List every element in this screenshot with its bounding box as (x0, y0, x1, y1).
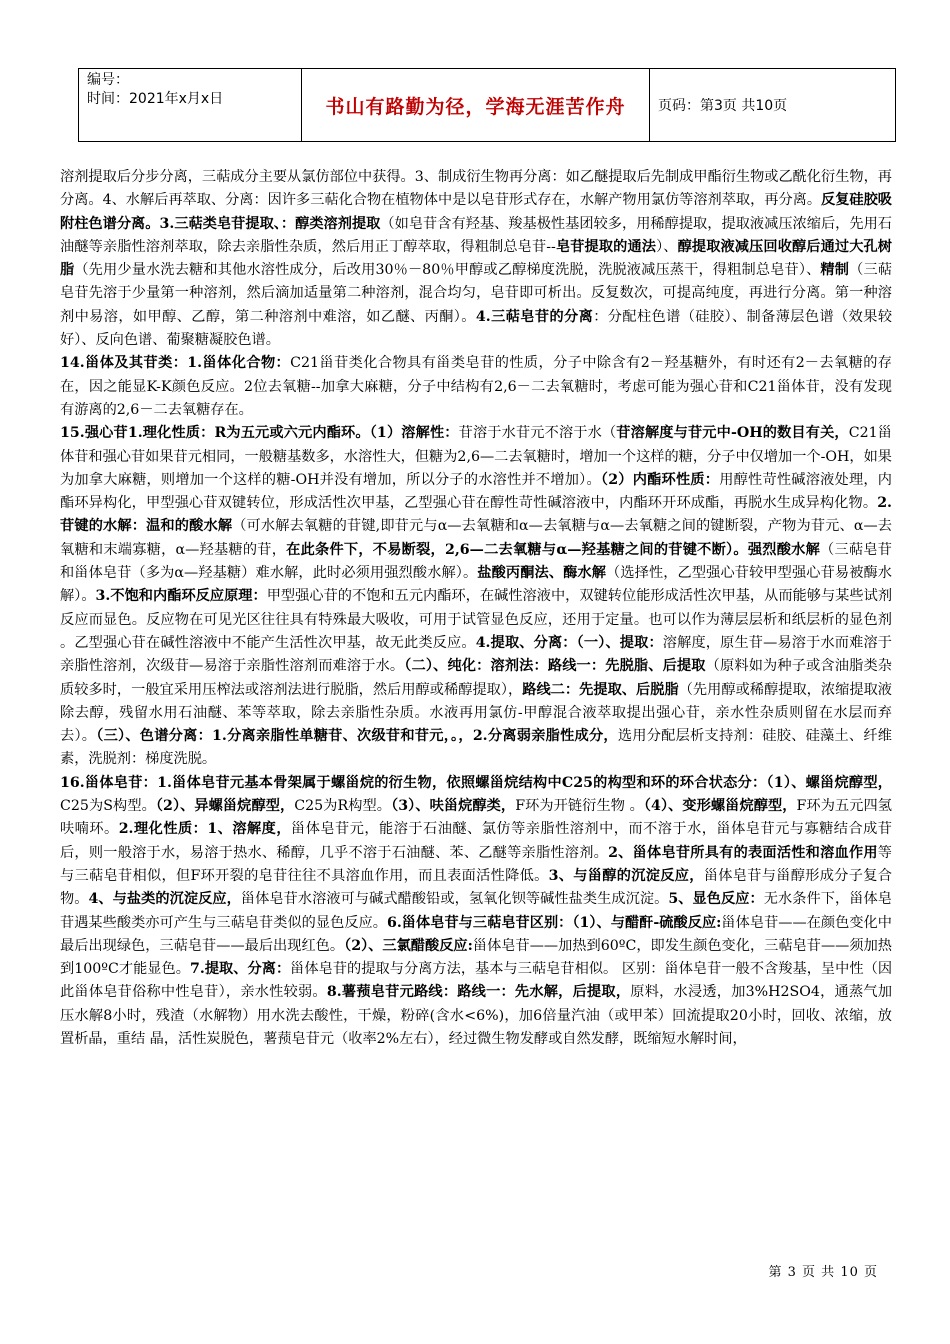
bold-text-run: 盐酸丙酮法、酶水解 (477, 565, 607, 582)
bold-text-run: （3）、呋甾烷醇类， (391, 798, 516, 815)
bold-text-run: （4）、变形螺甾烷醇型， (643, 798, 797, 815)
text-run: （如皂苷含有羟基、羧基极性基团较多，用稀醇提取，提取液减压浓缩后，先用石油醚等亲脂性溶剂萃取，除去亲脂性杂质，然后用正丁醇萃取，得粗制总皂苷-- (60, 215, 892, 255)
text-run: （选择性，乙型强心苷较甲型强心苷易被酶水解）。 (60, 565, 892, 605)
bold-text-run: 4.三萜皂苷的分离 (475, 308, 594, 325)
text-run: 甲型强心苷的不饱和五元内酯环，在碱性溶液中，双键转位能形成活性次甲基，从而能够与某些试剂反应而显色。反应物在可见光区往往具有特殊最大吸收，可用于试管显色反应，还用于定量。也可以作为薄层层析和纸层析的显色剂 。乙型强心苷在碱性溶液中不能产生活性次甲基，故无此类反应。 (60, 588, 893, 651)
bold-text-run: 3.不饱和内酯环反应原理： (95, 588, 267, 605)
bold-text-run: 6.甾体皂苷与三萜皂苷区别：（1）、与醋酐-硫酸反应: (386, 914, 722, 931)
text-run: （原料如为种子或含油脂类杂质较多时，一般宜采用压榨法或溶剂法进行脱脂，然后用醇或稀醇提取）， (60, 658, 892, 698)
bold-text-run: 7.提取、分离： (189, 961, 291, 978)
text-run: 苷溶于水苷元不溶于水（ (458, 425, 617, 442)
bold-text-run: 15.强心苷1.理化性质：R为五元或六元内酯环。（1）溶解性： (60, 425, 459, 442)
bold-text-run: 2、甾体皂苷所具有的表面活性和溶血作用 (608, 844, 878, 861)
bold-text-run: 4.提取、分离：（一）、提取： (475, 634, 663, 651)
page-footer: 第 3 页 共 10 页 (768, 1265, 878, 1280)
header-page-info: 页码：第3页 共10页 (658, 98, 788, 114)
bold-text-run: 5、显色反应： (668, 891, 764, 908)
bold-text-run: 4、与盐类的沉淀反应， (88, 891, 241, 908)
bold-text-run: 苷溶解度与苷元中-OH的数目有关， (616, 425, 849, 442)
bold-text-run: 8.薯蓣皂苷元路线：路线一：先水解，后提取， (326, 984, 631, 1001)
text-run: 选用分配层析支持剂：硅胶、硅藻土、纤维素，洗脱剂：梯度洗脱。 (60, 728, 892, 768)
text-run: （先用少量水洗去糖和其他水溶性成分，后改用30％－80％甲醇或乙醇梯度洗脱，洗脱液减压蒸干，得粗制总皂苷）、 (74, 262, 821, 279)
bold-text-run: （2）内酯环性质： (600, 471, 720, 488)
bold-text-run: 14.甾体及其苷类：1.甾体化合物： (60, 355, 291, 372)
bold-text-run: 皂苷提取的通法 (555, 238, 657, 255)
bold-text-run: 2.理化性质：1、溶解度， (118, 821, 292, 838)
text-run: ）、 (656, 238, 678, 255)
bold-text-run: 反复硅胶吸附柱色谱分离。3.三萜类皂苷提取、：醇类溶剂提取 (60, 192, 892, 232)
text-run: C25为R构型。 (294, 798, 392, 815)
text-run: 甾体皂苷水溶液可与碱式醋酸铅或，氢氧化钡等碱性盐类生成沉淀。 (240, 891, 669, 908)
text-run: C21甾体苷和强心苷如果苷元相同，一般糖基数多，水溶性大，但糖为2,6—二去氧糖时，增加一个这样的糖，分子中仅增加一个-OH，如果为加拿大麻糖，则增加一个这样的糖-OH并没有增加，所以分子的水溶性并不增加）。 (60, 425, 892, 488)
text-run: 甾体皂苷——加热到60ºC，即发生颜色变化，三萜皂苷——须加热到100ºC才能显色。 (60, 937, 892, 978)
text-run: 甾体皂苷——在颜色变化中最后出现绿色，三萜皂苷——最后出现红色。 (60, 914, 892, 954)
text-run: （可水解去氧糖的苷键,即苷元与α—去氧糖和α—去氧糖与α—去氧糖之间的键断裂，产物为苷元、α—去氧糖和末端寡糖，α—羟基糖的苷， (60, 518, 892, 558)
text-run: C25为S构型。 (60, 798, 156, 815)
text-run: F环为五元四氢呋喃环。 (60, 798, 892, 838)
doc-number: 编号： (87, 72, 129, 88)
text-run: 原料，水浸透，加3%H2SO4，通蒸气加压水解8小时，残渣（水解物）用水洗去酸性，干燥，粉碎(含水<6%)，加6倍量汽油（或甲苯）回流提取20小时，回收、浓缩，放置析晶，重结 晶，活性炭脱色，薯蓣皂苷元（收率2%左右），经过微生物发酵或自然发酵，既缩短水解时间， (60, 984, 893, 1047)
bold-text-run: 在此条件下，不易断裂，2,6—二去氧糖与α—羟基糖之间的苷键不断）。强烈酸水解 (286, 541, 821, 558)
text-run: F环为开链衍生物 。 (515, 798, 644, 815)
header-meta (79, 69, 302, 141)
text-run: 用醇性苛性碱溶液处理，内酯环异构化，甲型强心苷双键转位，形成活性次甲基，乙型强心苷在醇性苛性碱溶液中，内酯环开环成酯，再脱水生成异构化物。 (60, 471, 892, 512)
bold-text-run: （三）、色谱分离：1.分离亲脂性单糖苷、次级苷和苷元，。，2.分离弱亲脂性成分， (96, 728, 618, 745)
text-run: 甾体皂苷的提取与分离方法，基本与三萜皂苷相似。 区别：甾体皂苷一般不含羧基，呈中性（因此甾体皂苷俗称中性皂苷），亲水性较弱。 (60, 961, 893, 1001)
text-run: 甾体皂苷与甾醇形成分子复合物。 (60, 867, 892, 908)
bold-text-run: 精制 (820, 262, 850, 279)
bold-text-run: 3、与甾醇的沉淀反应， (548, 867, 704, 884)
text-run: （三萜皂苷和甾体皂苷（多为α—羟基糖）难水解，此时必须用强烈酸水解）。 (60, 541, 892, 582)
text-run: C21甾苷类化合物具有甾类皂苷的性质，分子中除含有2－羟基糖外，有时还有2－去氧糖的存在，因之能显K-K颜色反应。2位去氧糖--加拿大麻糖，分子中结构有2,6－二去氧糖时，考虑可能为强心苷和C21甾体苷，没有发现有游离的2,6－二去氧糖存在。 (60, 355, 892, 418)
bold-text-run: （2）、三氯醋酸反应: (344, 937, 473, 954)
text-run: 甾体皂苷元，能溶于石油醚、氯仿等亲脂性溶剂中，而不溶于水，甾体皂苷元与寡糖结合成苷后，则一般溶于水，易溶于热水、稀醇，几乎不溶于石油醚、苯、乙醚等亲脂性溶剂。 (60, 821, 892, 861)
text-run: 等与三萜皂苷相似，但F环开裂的皂苷往往不具溶血作用，而且表面活性降低。 (60, 844, 892, 884)
paragraph (60, 772, 892, 1052)
paragraph (60, 422, 892, 771)
text-run: 溶剂提取后分步分离，三萜成分主要从氯仿部位中获得。3、制成衍生物再分离：如乙醚提取后先制成甲酯衍生物或乙酰化衍生物，再分离。4、水解后再萃取、分离：因许多三萜化合物在植物体中是以皂苷形式存在，水解产物用氯仿等溶剂萃取，再分离。 (60, 169, 892, 209)
bold-text-run: 路线二：先提取、后脱脂 (522, 681, 679, 698)
bold-text-run: （二）、纯化：溶剂法：路线一：先脱脂、后提取 (404, 658, 706, 675)
bold-text-run: 2.苷键的水解：温和的酸水解 (60, 495, 892, 535)
bold-text-run: 16.甾体皂苷：1.甾体皂苷元基本骨架属于螺甾烷的衍生物，依照螺甾烷结构中C25的构型和环的环合状态分：（1）、螺甾烷醇型， (60, 774, 892, 791)
text-run: （三萜皂苷先溶于少量第一种溶剂，然后滴加适量第二种溶剂，混合均匀，皂苷即可析出。反复数次，可提高纯度，再进行分离。第一种溶剂中易溶，如甲醇、乙醇，第二种溶剂中难溶，如乙醚、丙酮）。 (60, 262, 892, 325)
document-body (60, 166, 892, 1051)
paragraph (60, 352, 892, 422)
page-header (78, 68, 896, 142)
text-run: 无水条件下，甾体皂苷遇某些酸类亦可产生与三萜皂苷类似的显色反应。 (60, 891, 892, 931)
bold-text-run: （2）、异螺甾烷醇型， (155, 798, 295, 815)
text-run: （先用醇或稀醇提取，浓缩提取液除去醇，残留水用石油醚、苯等萃取，除去亲脂性杂质。水液再用氯仿-甲醇混合液萃取提出强心苷，亲水性杂质则留在水层而弃去）。 (60, 681, 892, 745)
text-run: 溶解度，原生苷—易溶于水而难溶于亲脂性溶剂，次级苷—易溶于亲脂性溶剂而难溶于水。 (60, 634, 892, 675)
doc-date: 时间：2021年x月x日 (87, 91, 224, 107)
bold-text-run: 醇提取液减压回收醇后通过大孔树脂 (60, 238, 892, 279)
header-motto: 书山有路勤为径，学海无涯苦作舟 (302, 69, 650, 141)
paragraph (60, 166, 892, 352)
text-run: ：分配柱色谱（硅胶）、制备薄层色谱（效果较好）、反向色谱、葡聚糖凝胶色谱。 (60, 308, 893, 349)
